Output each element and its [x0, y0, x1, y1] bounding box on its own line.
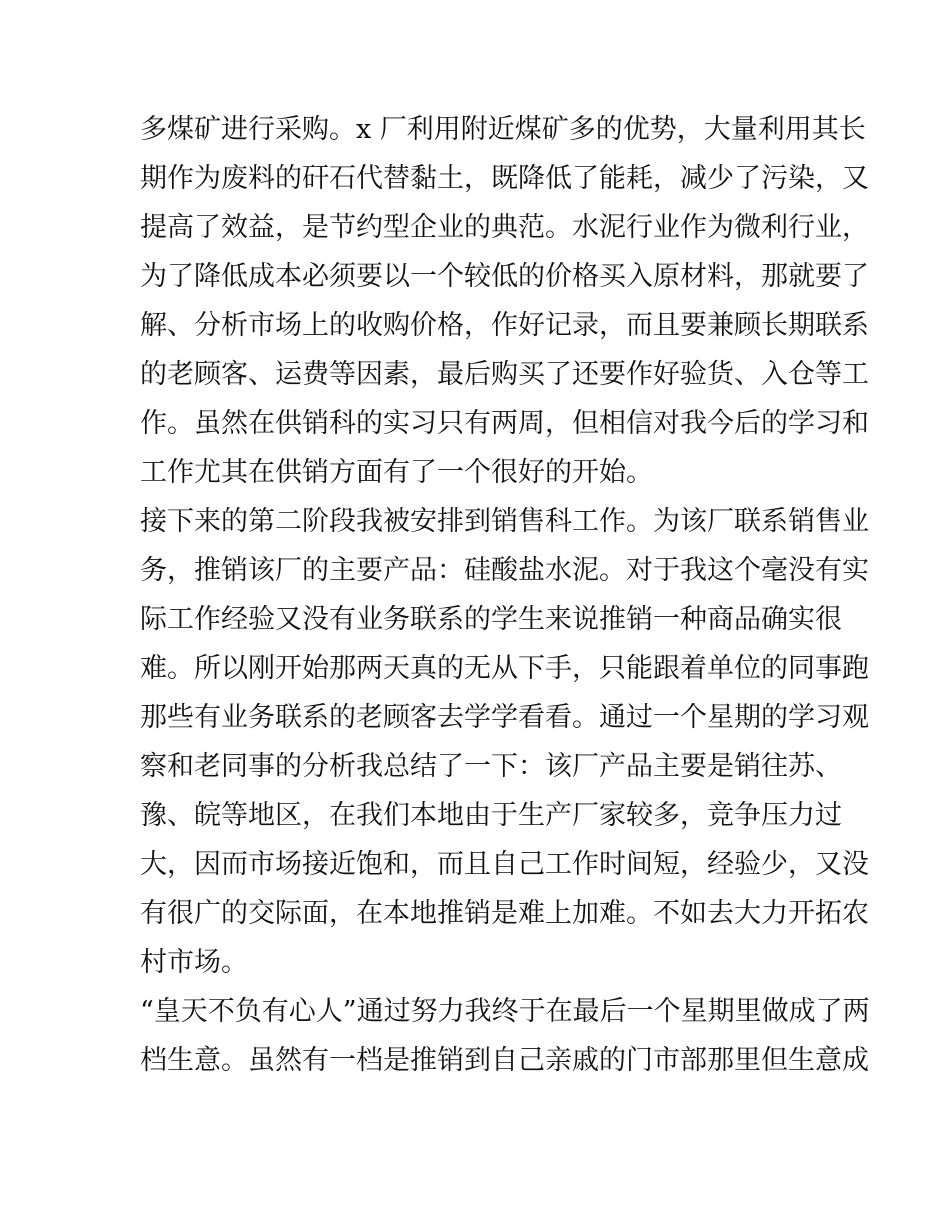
text-line: 接下来的第二阶段我被安排到销售科工作。为该厂联系销售业	[140, 506, 869, 537]
text-line: 解、分析市场上的收购价格，作好记录，而且要兼顾长期联系	[140, 310, 869, 341]
text-line: 作。虽然在供销科的实习只有两周，但相信对我今后的学习和	[140, 408, 869, 439]
text-line: 的老顾客、运费等因素，最后购买了还要作好验货、入仓等工	[140, 359, 869, 390]
text-line: 大，因而市场接近饱和，而且自己工作时间短，经验少，又没	[140, 849, 869, 880]
text-line: 豫、皖等地区，在我们本地由于生产厂家较多，竞争压力过	[140, 800, 842, 831]
text-line: 村市场。	[140, 947, 248, 978]
text-line: “皇天不负有心人”通过努力我终于在最后一个星期里做成了两	[140, 996, 870, 1027]
text-line: 务，推销该厂的主要产品：硅酸盐水泥。对于我这个毫没有实	[140, 555, 869, 586]
text-line: 多煤矿进行采购。x 厂利用附近煤矿多的优势，大量利用其长	[140, 114, 866, 145]
text-line: 期作为废料的矸石代替黏土，既降低了能耗，减少了污染，又	[140, 163, 869, 194]
text-line: 难。所以刚开始那两天真的无从下手，只能跟着单位的同事跑	[140, 653, 869, 684]
text-line: 提高了效益，是节约型企业的典范。水泥行业作为微利行业，	[140, 212, 869, 243]
text-line: 际工作经验又没有业务联系的学生来说推销一种商品确实很	[140, 604, 842, 635]
text-line: 工作尤其在供销方面有了一个很好的开始。	[140, 457, 653, 488]
text-line: 为了降低成本必须要以一个较低的价格买入原材料，那就要了	[140, 261, 869, 292]
text-line: 那些有业务联系的老顾客去学学看看。通过一个星期的学习观	[140, 702, 869, 733]
text-line: 有很广的交际面，在本地推销是难上加难。不如去大力开拓农	[140, 898, 869, 929]
text-line: 察和老同事的分析我总结了一下：该厂产品主要是销往苏、	[140, 751, 842, 782]
text-line: 档生意。虽然有一档是推销到自己亲戚的门市部那里但生意成	[140, 1045, 869, 1076]
